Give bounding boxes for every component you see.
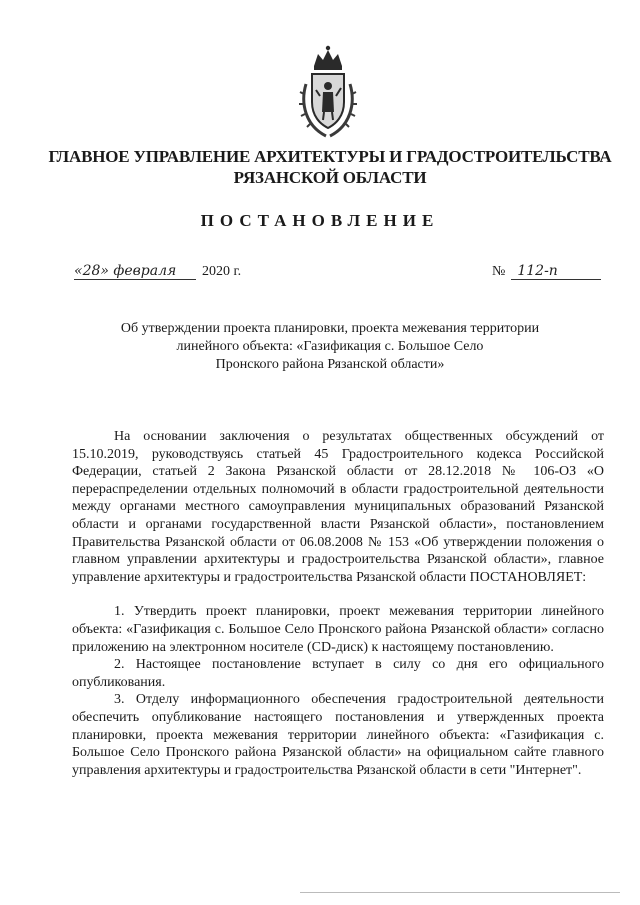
document-number	[492, 263, 601, 280]
handwritten-date: «28» февраля	[74, 263, 196, 280]
item-2-paragraph: 2. Настоящее постановление вступает в силу со дня его официального опубликования.	[72, 657, 604, 690]
item-1-paragraph: 1. Утвердить проект планировки, проект межевания территории линейного объекта: «Газификация с. Большое Село Пронского района Рязанской области» согласно приложению на электронном носителе (CD-диск) к настоящему постановлению.	[72, 604, 604, 655]
organization-line-1: ГЛАВНОЕ УПРАВЛЕНИЕ АРХИТЕКТУРЫ И ГРАДОСТРОИТЕЛЬСТВА	[48, 147, 612, 166]
organization-name	[40, 146, 620, 188]
coat-of-arms-icon	[296, 44, 360, 140]
date-year: 2020 г.	[202, 264, 242, 279]
preamble-paragraph: На основании заключения о результатах общественных обсуждений от 15.10.2019, руководствуясь статьей 45 Градостроительного кодекса Российской Федерации, статьей 2 Закона Рязанской области от 28.12.2018 № 106-ОЗ «О перераспределении отдельных полномочий в области градостроительной деятельности между органами местного самоуправления муниципальных образований Рязанской области и органами государственной власти Рязанской области», постановлением Правительства Рязанской области от 06.08.2008 № 153 «Об утверждении положения о главном управлении архитектуры и градостроительства Рязанской области», главное управление архитектуры и градостроительства Рязанской области ПОСТАНОВЛЯЕТ:	[72, 429, 604, 585]
resolution-title	[90, 320, 570, 374]
number-prefix: №	[492, 264, 506, 279]
footer-divider	[300, 892, 620, 893]
title-line-2: линейного объекта: «Газификация с. Большое Село	[176, 339, 484, 354]
handwritten-number: 112-п	[511, 263, 601, 280]
title-line-1: Об утверждении проекта планировки, проекта межевания территории	[120, 321, 540, 336]
title-line-3: Пронского района Рязанской области»	[215, 357, 445, 372]
organization-line-2: РЯЗАНСКОЙ ОБЛАСТИ	[233, 168, 427, 187]
resolution-body	[72, 428, 604, 779]
document-date	[74, 263, 241, 280]
document-type-title: ПОСТАНОВЛЕНИЕ	[200, 211, 440, 230]
item-3-paragraph: 3. Отделу информационного обеспечения градостроительной деятельности обеспечить опубликование настоящего постановления и утвержденных проекта планировки, проекта межевания территории линейного объекта: «Газификация с. Большое Село Пронского района Рязанской области» на официальном сайте главного управления архитектуры и градостроительства Рязанской области в сети "Интернет".	[72, 692, 604, 778]
